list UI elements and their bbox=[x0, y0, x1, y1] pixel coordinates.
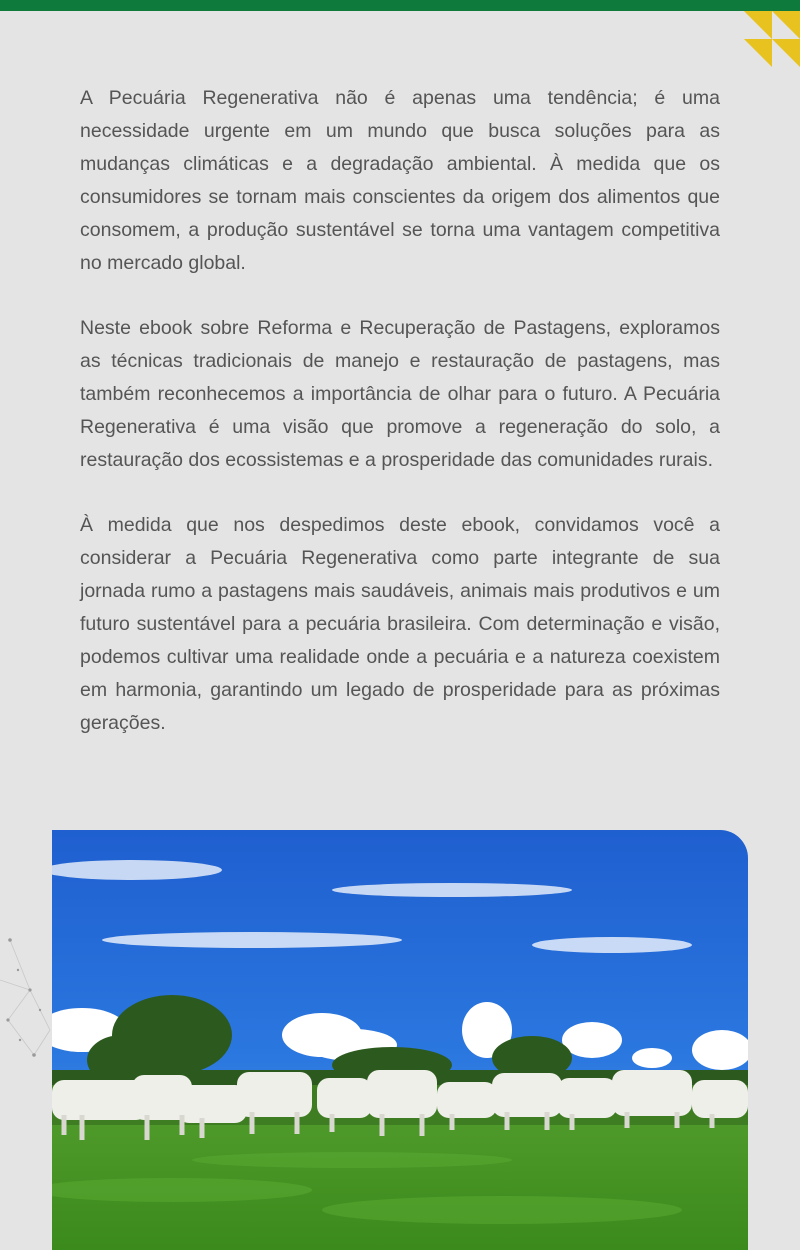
network-dots-decoration bbox=[0, 930, 52, 1070]
corner-triangles-decoration bbox=[744, 11, 800, 67]
paragraph-1: A Pecuária Regenerativa não é apenas uma tendência; é uma necessidade urgente em um mundo que busca soluções para as mudanças climáticas e a degradação ambiental. À medida que os consumidores se tornam mais conscientes da origem dos alimentos que consomem, a produção sustentável se torna uma vantagem competitiva no mercado global. bbox=[80, 87, 720, 274]
paragraph-2: Neste ebook sobre Reforma e Recuperação de Pastagens, exploramos as técnicas tradicionais de manejo e restauração de pastagens, mas também reconhecemos a importância de olhar para o futuro. A Pecuária Regenerativa é uma visão que promove a regeneração do solo, a restauração dos ecossistemas e a prosperidade das comunidades rurais. bbox=[80, 317, 720, 471]
top-green-bar bbox=[0, 0, 800, 11]
cattle-pasture-photo bbox=[52, 830, 748, 1250]
body-text bbox=[80, 82, 720, 772]
paragraph-3: À medida que nos despedimos deste ebook, convidamos você a considerar a Pecuária Regenerativa como parte integrante de sua jornada rumo a pastagens mais saudáveis, animais mais produtivos e um futuro sustentável para a pecuária brasileira. Com determinação e visão, podemos cultivar uma realidade onde a pecuária e a natureza coexistem em harmonia, garantindo um legado de prosperidade para as próximas gerações. bbox=[80, 514, 720, 734]
